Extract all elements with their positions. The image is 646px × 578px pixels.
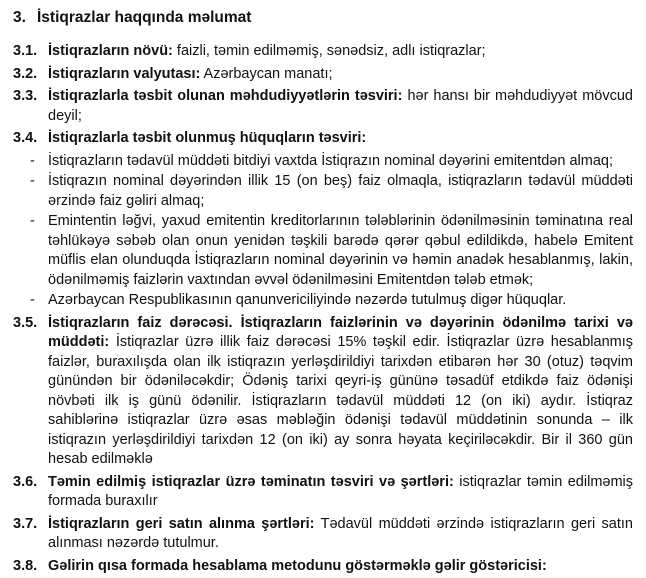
bullet-dash-icon: -: [30, 213, 35, 229]
bullet-text: İstiqrazların tədavül müddəti bitdiyi vaxtda İstiqrazın nominal dəyərini emitentdən almaq;: [48, 152, 613, 169]
item-number: 3.6.: [13, 473, 38, 490]
item-label: İstiqrazların geri satın alınma şərtləri:: [48, 515, 315, 532]
item-value: istiqrazlar təmin edilməmiş formada buraxılır: [48, 473, 634, 509]
item-text: [48, 87, 633, 126]
section-heading-title: İstiqrazlar haqqında məlumat: [37, 9, 252, 26]
bullet-text: Azərbaycan Respublikasının qanunvericiliyində nəzərdə tutulmuş digər hüquqlar.: [48, 292, 567, 308]
item-number: 3.4.: [13, 130, 38, 146]
section-heading: [13, 7, 633, 28]
item-value: İstiqrazlar üzrə illik faiz dərəcəsi 15% təşkil edir. İstiqrazlar üzrə hesablanmış faizlər, buraxılışda olan ilk istiqrazın yerləşdirildiyi tarixdən etibarən hər 30 (otuz) təqvim günündən bir ödəniləcəkdir; Ödəniş tarixi qeyri-iş gününə təsadüf etdikdə faiz ödənişi növbəti ilk iş günü ödənilir. İstiqrazların tədavül müddəti 12 (on iki) aydır. İstiqraz sahiblərinə istiqrazlar üzrə əsas məbləğin ödənişi tədavül müddətinin sonunda – ilk istiqrazın yerləşdirildiyi tarixdən 12 (on iki) ay sonra həyata keçiriləcəkdir. Bir il 360 gün hesab edilməklə: [48, 334, 633, 467]
item-text: [48, 515, 633, 554]
item-text: [48, 65, 633, 85]
item-3-4: [13, 129, 633, 149]
item-label: İstiqrazların valyutası:: [48, 65, 201, 82]
item-label: İstiqrazların faiz dərəcəsi. İstiqrazların faizlərinin və dəyərinin ödənilmə tarixi və müddəti:: [48, 314, 633, 350]
item-text: [48, 42, 633, 62]
item-3-2: [13, 65, 633, 85]
item-number: 3.1.: [13, 43, 38, 59]
section-heading-number: 3.: [13, 9, 26, 26]
item-text: [48, 129, 633, 149]
item-text: [48, 473, 633, 512]
bullet-text: Emintentin ləğvi, yaxud emitentin kreditorlarının tələblərinin ödənilməsinin təminatına real təhlükəyə səbəb olan onun yenidən təşkili barədə qərər qəbul edildikdə, habelə Emitent müflis elan olunduqda İstiqrazların nominal dəyərinin və həmin anadək hesablanmış, lakin, ödənilməmiş faizlərin vaxtından əvvəl ödənilməsini Emitentdən tələb etmək;: [48, 213, 633, 288]
item-label: İstiqrazlarla təsbit olunmuş hüquqların təsviri:: [48, 130, 367, 146]
item-value: Azərbaycan manatı;: [203, 65, 333, 82]
item-number: 3.3.: [13, 88, 38, 104]
item-3-6: [13, 473, 633, 512]
item-label: İstiqrazlarla təsbit olunan məhdudiyyətlərin təsviri:: [48, 88, 403, 104]
bullet-item-2: [13, 172, 633, 211]
item-value: hər hansı bir məhdudiyyət mövcud deyil;: [48, 88, 633, 124]
item-3-5: [13, 314, 633, 470]
item-label: Təmin edilmiş istiqrazlar üzrə təminatın təsviri və şərtləri:: [48, 473, 454, 490]
item-label: İstiqrazların növü:: [48, 43, 173, 59]
item-text: [48, 557, 633, 577]
item-3-7: [13, 515, 633, 554]
item-3-1: [13, 42, 633, 62]
bullet-item-1: [13, 152, 633, 172]
item-value: faizli, təmin edilməmiş, sənədsiz, adlı istiqrazlar;: [176, 43, 486, 59]
item-text: [48, 314, 633, 470]
bullet-dash-icon: -: [30, 152, 35, 169]
bullet-dash-icon: -: [30, 292, 35, 308]
bullet-item-4: [13, 291, 633, 311]
item-label: Gəlirin qısa formada hesablama metodunu göstərməklə gəlir göstəricisi:: [48, 557, 547, 574]
item-number: 3.5.: [13, 314, 38, 331]
bullet-text: İstiqrazın nominal dəyərindən illik 15 (on beş) faiz olmaqla, istiqrazların tədavül müddəti ərzində faiz gəliri almaq;: [48, 173, 633, 209]
bullet-item-3: [13, 212, 633, 290]
item-number: 3.7.: [13, 515, 38, 532]
item-number: 3.2.: [13, 65, 38, 82]
item-3-8: [13, 557, 633, 577]
item-number: 3.8.: [13, 557, 38, 574]
item-3-3: [13, 87, 633, 126]
bullet-dash-icon: -: [30, 173, 35, 189]
item-value: Tədavül müddəti ərzində istiqrazların geri satın alınması nəzərdə tutulmur.: [48, 515, 633, 551]
